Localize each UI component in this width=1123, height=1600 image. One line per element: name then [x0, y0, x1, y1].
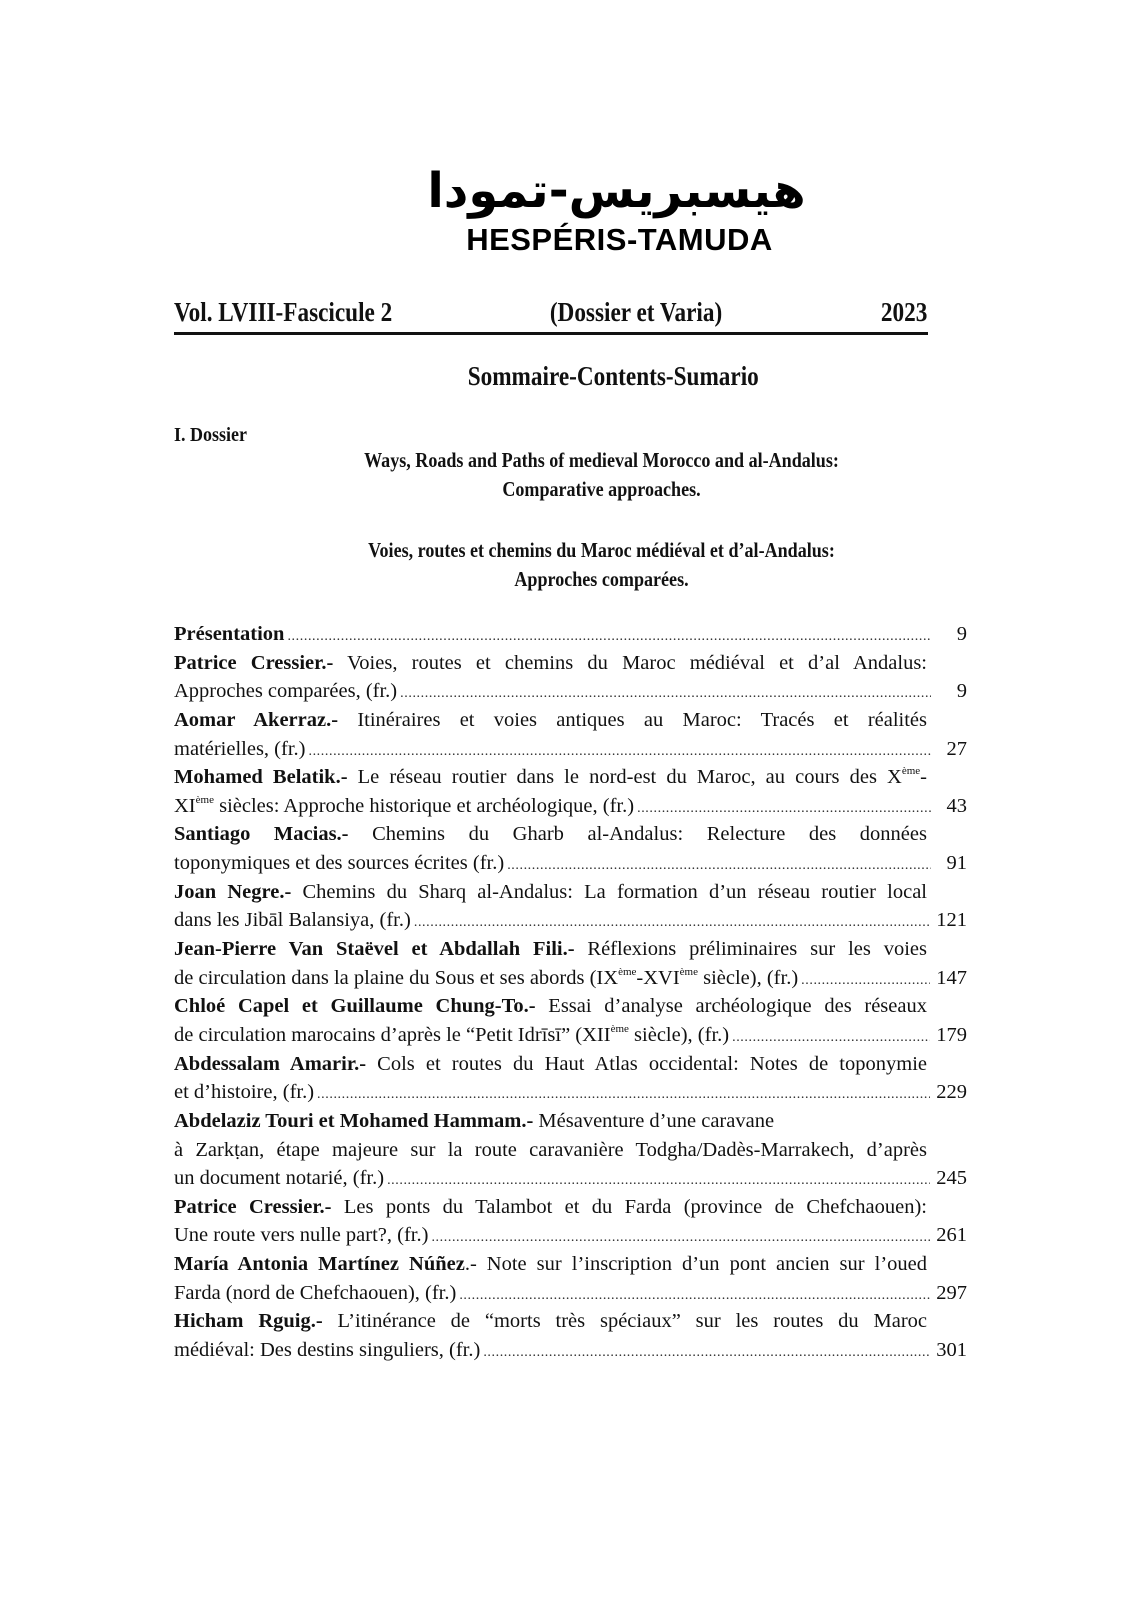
entry-author: Chloé Capel et Guillaume Chung-To.- — [174, 995, 536, 1018]
section-label: I. Dossier — [174, 424, 247, 446]
toc-entry[interactable] — [174, 992, 967, 1049]
entry-page: 301 — [936, 1339, 967, 1362]
dossier-title-fr — [0, 536, 1123, 594]
entry-title-last-line: Une route vers nulle part?, (fr.) — [174, 1224, 429, 1247]
entry-title-line: Itinéraires et voies antiques au Maroc: Tracés et réalités — [338, 708, 927, 731]
entry-title-last-line: Farda (nord de Chefchaouen), (fr.) — [174, 1281, 457, 1304]
leader-dots — [308, 738, 931, 764]
toc-entry[interactable] — [174, 1050, 967, 1107]
issue-type-label: (Dossier et Varia) — [549, 297, 723, 327]
dossier-title-en — [0, 446, 1123, 504]
toc-entry[interactable] — [174, 935, 967, 992]
toc-entry[interactable] — [174, 878, 967, 935]
volume-label: Vol. LVIII-Fascicule 2 — [174, 297, 393, 327]
entry-title-part: siècle), (fr.) — [697, 966, 799, 989]
leader-dots — [801, 967, 930, 993]
entry-title-line: Essai d’analyse archéologique des réseaux — [535, 995, 927, 1018]
entry-title-line: Chemins du Sharq al-Andalus: La formation d’un réseau routier local — [291, 880, 927, 903]
toc-entry[interactable] — [174, 1250, 967, 1307]
entry-author: Jean-Pierre Van Staëvel et Abdallah Fili.- — [174, 938, 575, 961]
entry-title-part: de circulation dans la plaine du Sous et ses abords (IX — [174, 966, 619, 989]
entry-author: Mohamed Belatik.- — [174, 766, 348, 789]
entry-page: 43 — [946, 794, 967, 817]
entry-title-last-line — [174, 964, 798, 993]
leader-dots — [732, 1024, 930, 1050]
entry-page: 9 — [956, 623, 967, 645]
leader-dots — [431, 1224, 930, 1250]
issue-header — [174, 293, 927, 331]
entry-page: 9 — [956, 680, 967, 703]
entry-title-part: -XVI — [636, 966, 680, 989]
entry-title-last-line: toponymiques et des sources écrites (fr.) — [174, 852, 505, 875]
entry-title-last-line: un document notarié, (fr.) — [174, 1167, 385, 1190]
entry-page: 147 — [936, 966, 967, 989]
entry-page: 245 — [936, 1167, 967, 1190]
leader-dots — [637, 795, 931, 821]
entry-title-last-line: médiéval: Des destins singuliers, (fr.) — [174, 1339, 481, 1362]
contents-title-text: Sommaire-Contents-Sumario — [467, 361, 759, 391]
contents-title — [0, 358, 1123, 394]
entry-author: Aomar Akerraz.- — [174, 708, 339, 731]
toc-entry[interactable] — [174, 820, 967, 877]
superscript: ème — [618, 965, 637, 978]
entry-author: Joan Negre.- — [174, 880, 292, 903]
entry-title-line: Mésaventure d’une caravane — [533, 1109, 775, 1132]
entry-title-line: Les ponts du Talambot et du Farda (province de Chefchaouen): — [331, 1195, 927, 1218]
entry-title-last-line: matérielles, (fr.) — [174, 737, 306, 760]
entry-author: Patrice Cressier.- — [174, 651, 334, 674]
entry-page: 121 — [936, 909, 967, 932]
entry-title-line: Le réseau routier dans le nord-est du Maroc, au cours des X — [347, 766, 902, 789]
entry-author-punct: .- — [464, 1253, 477, 1276]
toc-entry[interactable] — [174, 1193, 967, 1250]
dossier-title-fr-line2: Approches comparées. — [514, 567, 689, 591]
leader-dots — [287, 623, 931, 649]
entry-title-line: Cols et routes du Haut Atlas occidental: Notes de toponymie — [366, 1052, 927, 1075]
entry-author: Hicham Rguig.- — [174, 1310, 323, 1333]
entry-title-part: siècle), (fr.) — [628, 1023, 730, 1046]
header-rule — [174, 332, 928, 335]
logo-latin-text: HESPÉRIS-TAMUDA — [466, 222, 773, 257]
entry-title-last-line: Approches comparées, (fr.) — [174, 680, 398, 703]
entry-title-last-line — [174, 792, 634, 821]
entry-title-part: de circulation marocains d’après le “Petit Idrīsī” (XII — [174, 1023, 611, 1046]
entry-author: María Antonia Martínez Núñez — [174, 1253, 465, 1276]
entry-page: 179 — [936, 1023, 967, 1046]
entry-page: 297 — [936, 1281, 967, 1304]
journal-logo — [0, 160, 1123, 258]
dossier-title-en-line2: Comparative approaches. — [502, 477, 701, 501]
entry-author: Abdessalam Amarir.- — [174, 1052, 367, 1075]
logo-arabic-text: هيسبريس-تمودا — [427, 163, 806, 219]
superscript: ème — [610, 1022, 629, 1035]
entry-title-pre: XI — [174, 794, 196, 817]
leader-dots — [317, 1081, 930, 1107]
entry-title-line: Voies, routes et chemins du Maroc médiéval et d’al Andalus: — [333, 651, 927, 674]
toc-entry[interactable] — [174, 1307, 967, 1364]
entry-author: Patrice Cressier.- — [174, 1195, 332, 1218]
dossier-title-en-line1: Ways, Roads and Paths of medieval Morocco and al-Andalus: — [364, 448, 839, 472]
entry-author: Présentation — [174, 623, 285, 645]
entry-title-line: Note sur l’inscription d’un pont ancien sur l’oued — [476, 1253, 927, 1276]
entry-author: Abdelaziz Touri et Mohamed Hammam.- — [174, 1109, 534, 1132]
entry-title-line-end: - — [920, 766, 927, 789]
toc-entry[interactable] — [174, 620, 967, 649]
entry-title-middle-line: à Zarkṭan, étape majeure sur la route caravanière Todgha/Dadès-Marrakech, d’après — [174, 1138, 927, 1161]
superscript: ème — [195, 793, 214, 806]
entry-page: 27 — [946, 737, 967, 760]
entry-page: 91 — [946, 852, 967, 875]
leader-dots — [400, 680, 931, 706]
entry-title-line: Réflexions préliminaires sur les voies — [574, 938, 927, 961]
toc-entry[interactable] — [174, 1107, 967, 1193]
leader-dots — [483, 1339, 930, 1365]
entry-title-line: L’itinérance de “morts très spéciaux” sur les routes du Maroc — [322, 1310, 927, 1333]
entry-title-last-line — [174, 1021, 729, 1050]
leader-dots — [387, 1167, 930, 1193]
leader-dots — [507, 852, 931, 878]
toc-entry[interactable] — [174, 706, 967, 763]
superscript: ème — [901, 765, 921, 778]
entry-title-rest: siècles: Approche historique et archéologique, (fr.) — [213, 794, 635, 817]
entry-page: 261 — [936, 1224, 967, 1247]
entry-title-line: Chemins du Gharb al-Andalus: Relecture des données — [348, 823, 927, 846]
toc-entry[interactable] — [174, 763, 967, 820]
leader-dots — [459, 1282, 930, 1308]
table-of-contents — [174, 620, 967, 1365]
dossier-title-fr-line1: Voies, routes et chemins du Maroc médiéval et d’al-Andalus: — [368, 538, 835, 562]
leader-dots — [414, 909, 930, 935]
toc-entry[interactable] — [174, 649, 967, 706]
entry-title-last-line: dans les Jibāl Balansiya, (fr.) — [174, 909, 411, 932]
entry-title-last-line: et d’histoire, (fr.) — [174, 1081, 315, 1104]
year-label: 2023 — [880, 297, 928, 327]
superscript: ème — [679, 965, 698, 978]
entry-author: Santiago Macias.- — [174, 823, 349, 846]
entry-page: 229 — [936, 1081, 967, 1104]
